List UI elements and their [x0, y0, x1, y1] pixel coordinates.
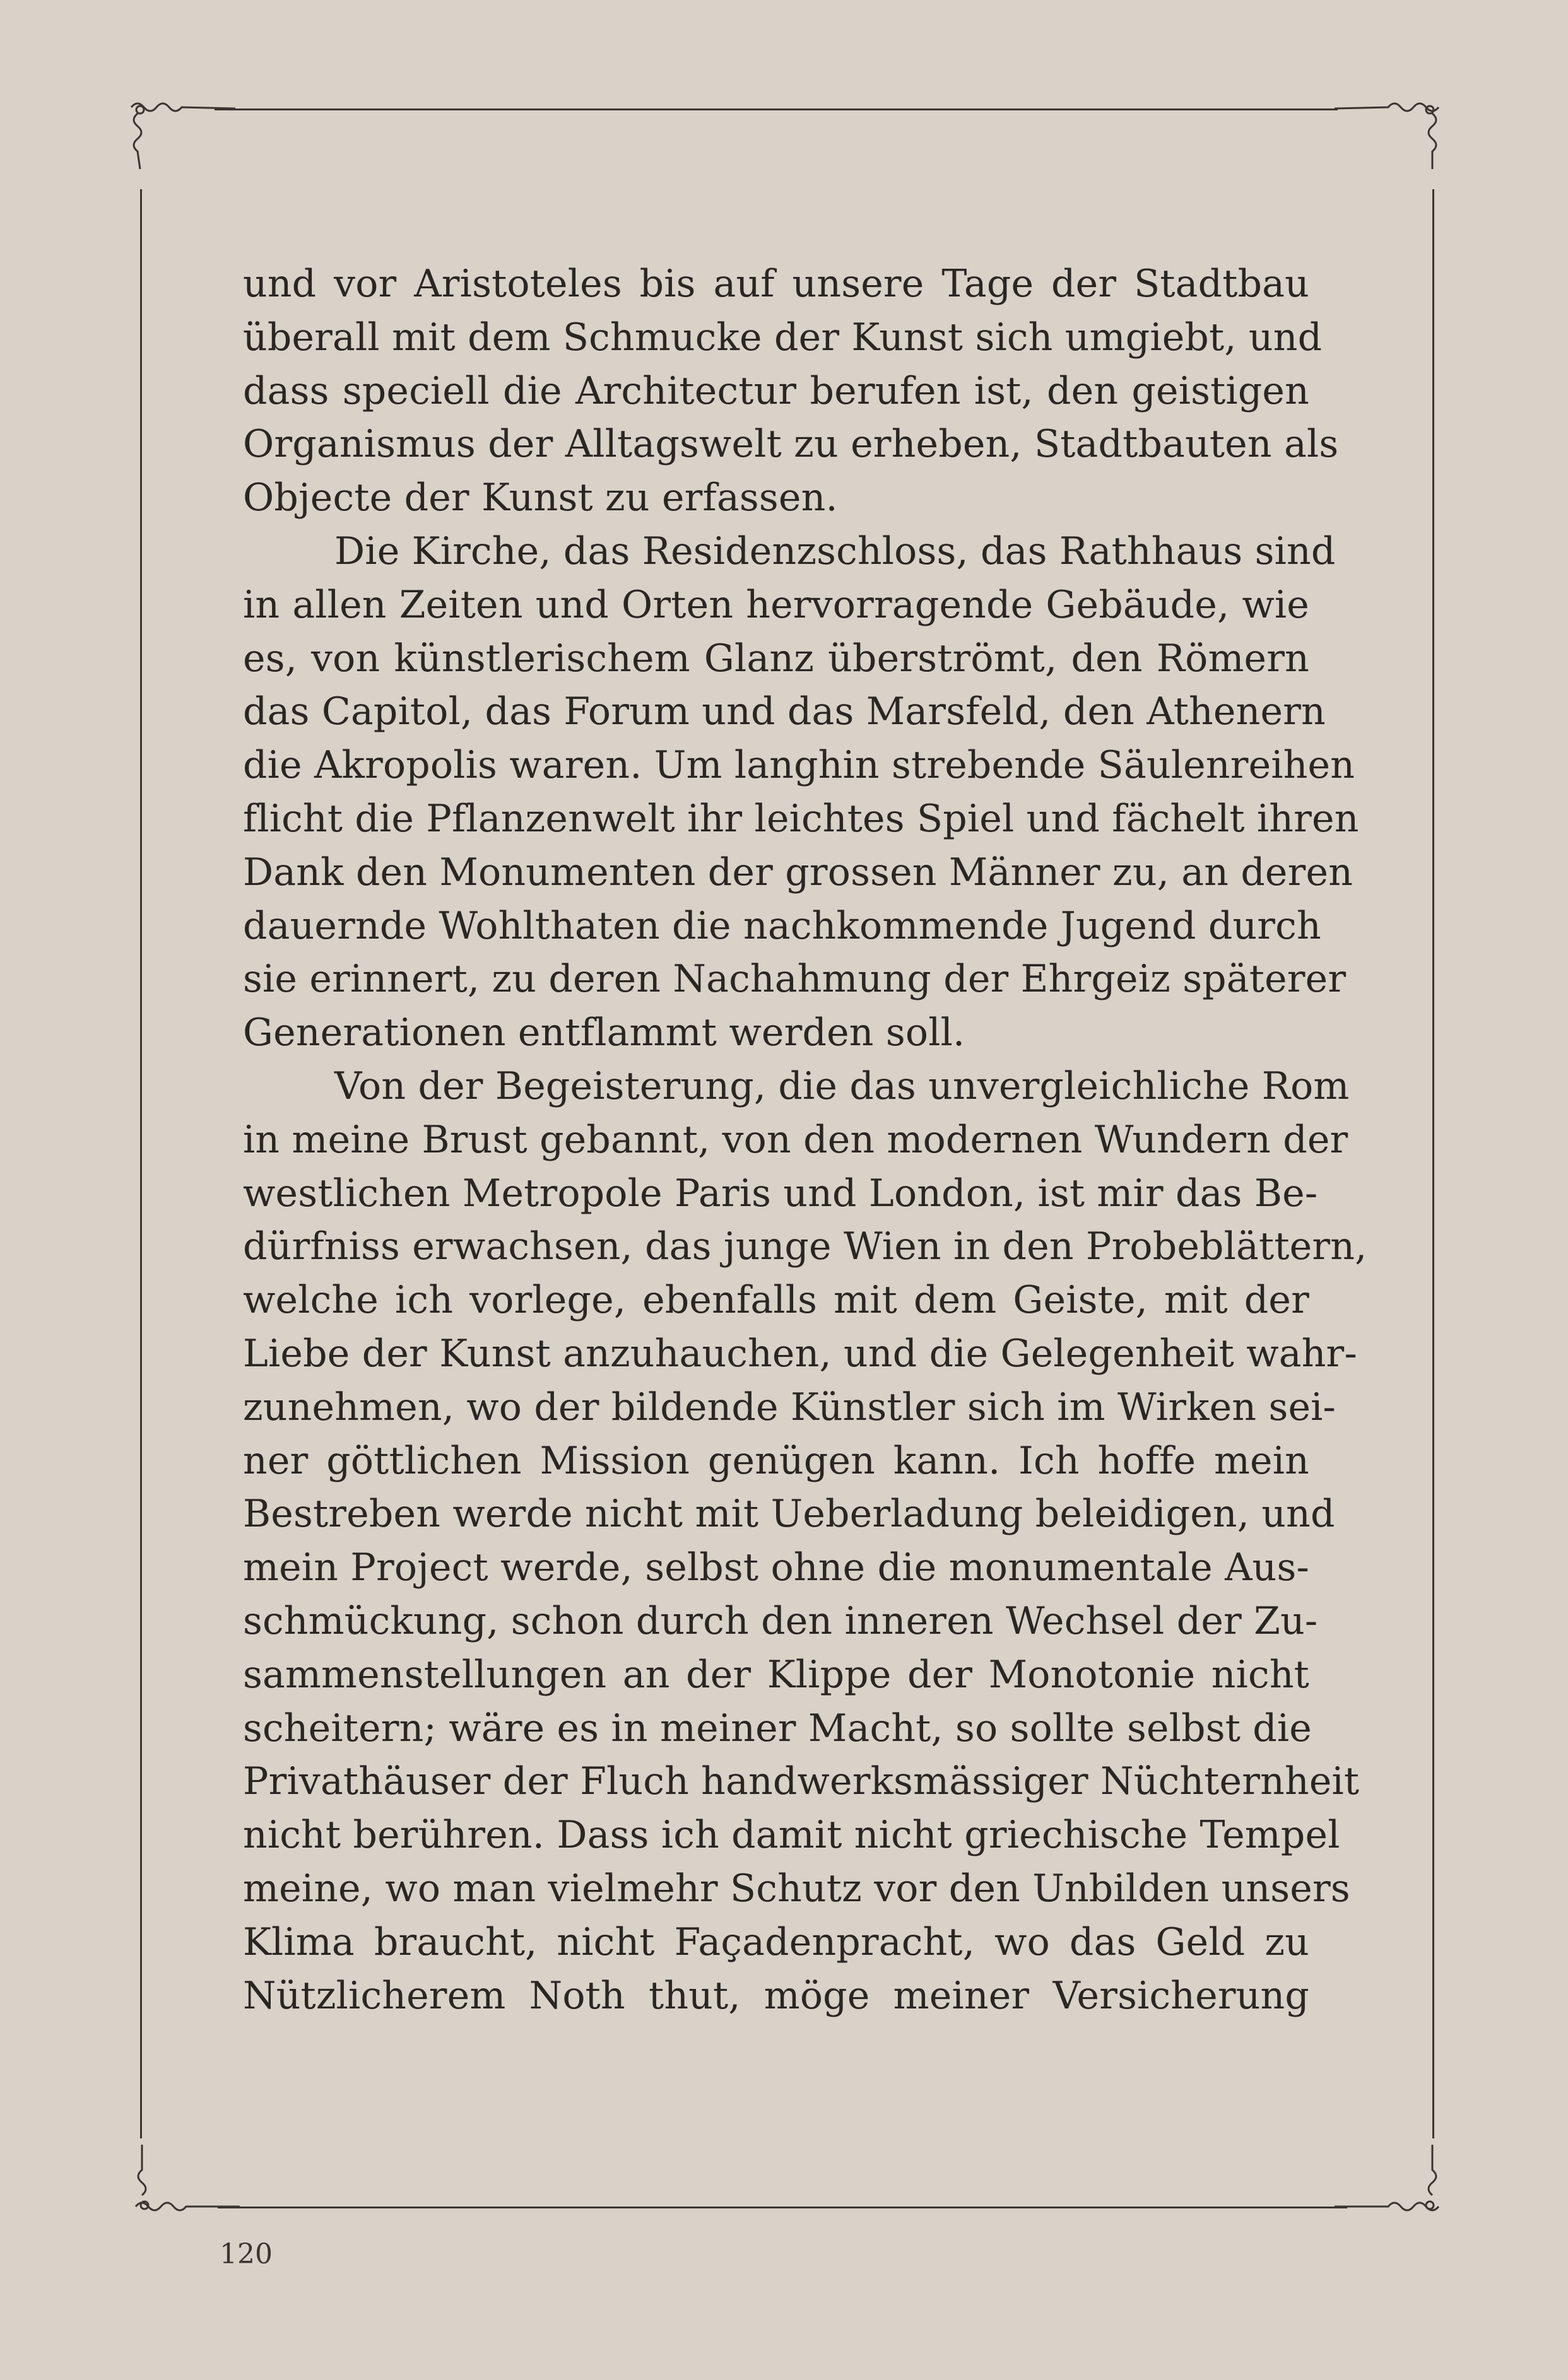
text-line: Objecte der Kunst zu erfassen.: [243, 476, 838, 520]
frame-right-rule: [1432, 189, 1434, 2138]
text-line: mein Project werde, selbst ohne die monumentale Aus-: [243, 1545, 1309, 1590]
text-line: Bestreben werde nicht mit Ueberladung beleidigen, und: [243, 1492, 1335, 1537]
text-line: ner göttlichen Mission genügen kann. Ich hoffe mein: [243, 1438, 1309, 1483]
text-line: und vor Aristoteles bis auf unsere Tage der Stadtbau: [243, 262, 1309, 306]
text-line: in allen Zeiten und Orten hervorragende Gebäude, wie: [243, 582, 1309, 627]
frame-left-rule: [140, 189, 142, 2138]
corner-ornament-top-right: [1331, 95, 1445, 170]
text-line: scheitern; wäre es in meiner Macht, so sollte selbst die: [243, 1706, 1312, 1750]
text-line: sammenstellungen an der Klippe der Monotonie nicht: [243, 1652, 1309, 1697]
text-line: es, von künstlerischem Glanz überströmt, den Römern: [243, 636, 1309, 681]
body-text: [243, 257, 1367, 2022]
text-line: schmückung, schon durch den inneren Wechsel der Zu-: [243, 1598, 1318, 1643]
text-line: dürfniss erwachsen, das junge Wien in den Probeblättern,: [243, 1224, 1367, 1269]
text-line: welche ich vorlege, ebenfalls mit dem Geiste, mit der: [243, 1278, 1309, 1323]
text-line: nicht berühren. Dass ich damit nicht griechische Tempel: [243, 1813, 1340, 1858]
text-line: Liebe der Kunst anzuhauchen, und die Gelegenheit wahr-: [243, 1331, 1357, 1376]
text-line: Organismus der Alltagswelt zu erheben, Stadtbauten als: [243, 422, 1339, 467]
corner-ornament-top-left: [125, 95, 239, 170]
text-line: Privathäuser der Fluch handwerksmässiger Nüchternheit: [243, 1759, 1360, 1804]
text-line: sie erinnert, zu deren Nachahmung der Ehrgeiz späterer: [243, 957, 1347, 1002]
text-line: Die Kirche, das Residenzschloss, das Rathhaus sind: [334, 529, 1336, 573]
corner-ornament-bottom-left: [129, 2145, 243, 2220]
text-line: Nützlicherem Noth thut, möge meiner Versicherung: [243, 1973, 1309, 2018]
text-line: das Capitol, das Forum und das Marsfeld, den Athenern: [243, 689, 1326, 734]
text-line: Von der Begeisterung, die das unvergleichliche Rom: [334, 1064, 1350, 1108]
text-line: dass speciell die Architectur berufen ist, den geistigen: [243, 368, 1309, 413]
text-line: die Akropolis waren. Um langhin strebende Säulenreihen: [243, 743, 1355, 788]
text-line: meine, wo man vielmehr Schutz vor den Unbilden unsers: [243, 1866, 1350, 1911]
text-line: überall mit dem Schmucke der Kunst sich umgiebt, und: [243, 315, 1323, 360]
frame-top-rule: [215, 108, 1338, 110]
text-line: flicht die Pflanzenwelt ihr leichtes Spiel und fächelt ihren: [243, 796, 1359, 841]
page-number: 120: [220, 2238, 273, 2270]
frame-bottom-rule: [218, 2207, 1347, 2208]
text-line: zunehmen, wo der bildende Künstler sich im Wirken sei-: [243, 1385, 1336, 1429]
text-line: Dank den Monumenten der grossen Männer zu, an deren: [243, 850, 1353, 894]
text-line: dauernde Wohlthaten die nachkommende Jugend durch: [243, 903, 1321, 948]
text-line: in meine Brust gebannt, von den modernen Wundern der: [243, 1117, 1348, 1162]
text-line: Klima braucht, nicht Façadenpracht, wo das Geld zu: [243, 1920, 1309, 1964]
text-line: westlichen Metropole Paris und London, ist mir das Be-: [243, 1171, 1318, 1216]
corner-ornament-bottom-right: [1331, 2145, 1445, 2220]
text-line: Generationen entflammt werden soll.: [243, 1011, 965, 1055]
